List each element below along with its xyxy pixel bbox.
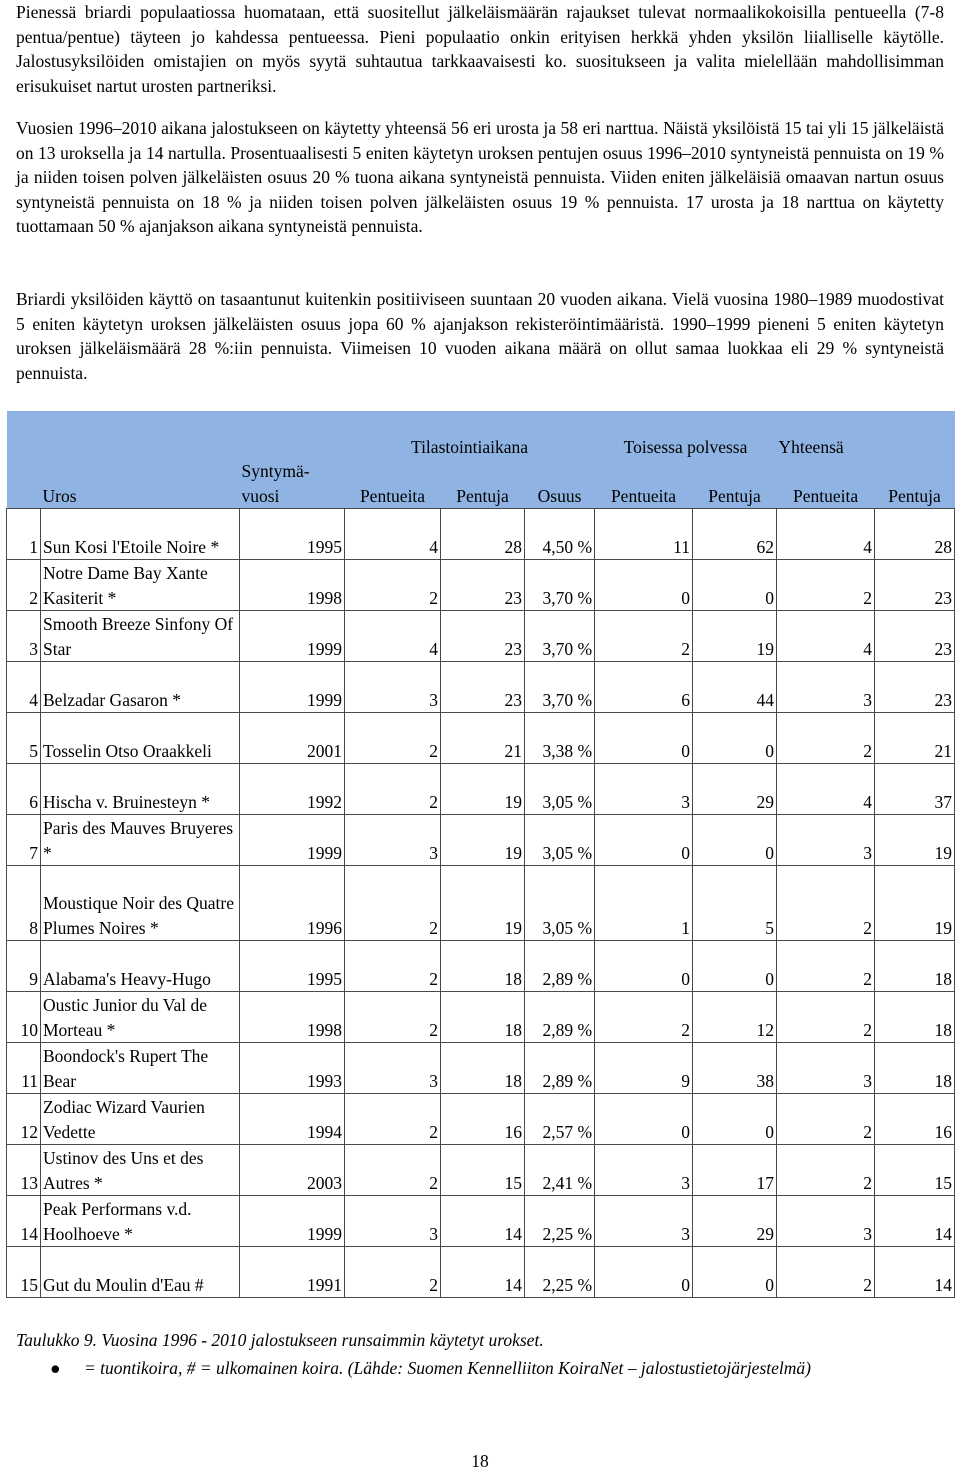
cell-litters-total: 2 [777,941,875,992]
cell-share: 3,05 % [525,764,595,815]
cell-litters: 2 [345,1247,441,1298]
cell-litters-total: 3 [777,662,875,713]
cell-litters: 2 [345,992,441,1043]
cell-puppies-total: 14 [875,1247,955,1298]
cell-puppies: 23 [441,662,525,713]
cell-year: 1998 [240,560,345,611]
cell-litters: 2 [345,1094,441,1145]
cell-name: Paris des Mauves Bruyeres * [41,815,240,866]
cell-share: 2,89 % [525,992,595,1043]
cell-litters-total: 4 [777,509,875,560]
paragraph-jalostuskaytto: Vuosien 1996–2010 aikana jalostukseen on käytetty yhteensä 56 eri urosta ja 58 eri narttua. Näistä yksilöistä 15 tai yli 15 jälkeläistä on 13 uroksella ja 14 nartulla. Prosentuaalisesti 5 eniten käytetyn uroksen pentujen osuus 1996–2010 syntyneistä pennuista on 19 % ja niiden toisen polven jälkeläisten osuus 20 % tuona aikana syntyneistä pennuista. Viiden eniten jälkeläisiä omaavan nartun osuus syntyneistä pennuista on 18 % ja niiden toisen polven jälkeläisten osuus 19 % pennuista. 17 urosta ja 18 narttua on käytetty tuottamaan 50 % ajanjakson aikana syntyneistä pennuista. [16,118,944,236]
table-row [7,1145,955,1196]
table-row [7,1094,955,1145]
cell-name: Peak Performans v.d. Hoolhoeve * [41,1196,240,1247]
cell-puppies: 19 [441,866,525,941]
cell-litters: 2 [345,560,441,611]
cell-puppies-2nd: 0 [693,713,777,764]
cell-name: Hischa v. Bruinesteyn * [41,764,240,815]
table-column-header-row [7,459,955,509]
cell-puppies-2nd: 12 [693,992,777,1043]
cell-puppies: 14 [441,1247,525,1298]
cell-puppies-total: 28 [875,509,955,560]
cell-puppies-total: 19 [875,866,955,941]
cell-litters-2nd: 0 [595,713,693,764]
cell-year: 1991 [240,1247,345,1298]
table-row [7,713,955,764]
col-header-pentueita-yht: Pentueita [792,485,859,506]
bullet-icon: ● [50,1358,61,1378]
table-group-header-row [7,411,955,459]
cell-year: 1995 [240,509,345,560]
cell-rank: 8 [7,866,41,941]
cell-litters-total: 2 [777,1247,875,1298]
table-row [7,866,955,941]
table-row [7,1043,955,1094]
cell-litters-2nd: 0 [595,1094,693,1145]
cell-puppies: 19 [441,815,525,866]
cell-year: 1995 [240,941,345,992]
cell-puppies-total: 23 [875,662,955,713]
cell-puppies: 15 [441,1145,525,1196]
cell-year: 1999 [240,662,345,713]
footnote [40,1356,844,1380]
cell-year: 1999 [240,815,345,866]
cell-rank: 4 [7,662,41,713]
cell-litters: 4 [345,509,441,560]
cell-puppies-total: 18 [875,1043,955,1094]
cell-litters-total: 2 [777,713,875,764]
cell-year: 2001 [240,713,345,764]
cell-puppies-2nd: 0 [693,1094,777,1145]
cell-share: 4,50 % [525,509,595,560]
cell-rank: 13 [7,1145,41,1196]
cell-name: Gut du Moulin d'Eau # [41,1247,240,1298]
cell-litters-2nd: 3 [595,764,693,815]
cell-rank: 14 [7,1196,41,1247]
cell-year: 1993 [240,1043,345,1094]
cell-puppies-total: 18 [875,941,955,992]
cell-puppies: 18 [441,941,525,992]
cell-litters-2nd: 1 [595,866,693,941]
footnote-text: = tuontikoira, # = ulkomainen koira. (Lähde: Suomen Kennelliiton KoiraNet – jalostustietojärjestelmä) [84,1358,811,1378]
cell-litters: 2 [345,866,441,941]
group-header-toisessa-polvessa: Toisessa polvessa [623,436,748,457]
group-header-tilastointiaikana: Tilastointiaikana [411,436,528,457]
table-row [7,1247,955,1298]
cell-share: 3,05 % [525,866,595,941]
cell-litters: 2 [345,941,441,992]
cell-litters-total: 3 [777,1196,875,1247]
cell-litters-total: 3 [777,815,875,866]
cell-share: 2,25 % [525,1247,595,1298]
cell-puppies: 18 [441,1043,525,1094]
cell-rank: 2 [7,560,41,611]
col-header-syntymavuosi: Syntymä-vuosi [241,461,310,506]
cell-rank: 12 [7,1094,41,1145]
col-header-uros: Uros [42,485,77,506]
cell-puppies: 23 [441,611,525,662]
cell-name: Tosselin Otso Oraakkeli [41,713,240,764]
cell-puppies-2nd: 62 [693,509,777,560]
cell-share: 2,89 % [525,941,595,992]
cell-puppies-total: 19 [875,815,955,866]
cell-litters-total: 2 [777,866,875,941]
cell-year: 1992 [240,764,345,815]
cell-litters-2nd: 0 [595,815,693,866]
cell-year: 1998 [240,992,345,1043]
cell-litters-2nd: 3 [595,1196,693,1247]
col-header-pentueita-toinen: Pentueita [610,485,677,506]
cell-share: 2,25 % [525,1196,595,1247]
cell-puppies-2nd: 38 [693,1043,777,1094]
cell-rank: 5 [7,713,41,764]
cell-share: 2,89 % [525,1043,595,1094]
cell-year: 2003 [240,1145,345,1196]
cell-puppies: 28 [441,509,525,560]
cell-litters: 2 [345,1145,441,1196]
table-row [7,941,955,992]
cell-litters-2nd: 11 [595,509,693,560]
cell-puppies: 23 [441,560,525,611]
cell-puppies-2nd: 0 [693,1247,777,1298]
cell-puppies-total: 23 [875,560,955,611]
cell-litters-total: 2 [777,1145,875,1196]
cell-rank: 9 [7,941,41,992]
cell-year: 1994 [240,1094,345,1145]
cell-rank: 10 [7,992,41,1043]
cell-rank: 3 [7,611,41,662]
cell-share: 3,70 % [525,662,595,713]
cell-litters-2nd: 0 [595,941,693,992]
cell-puppies-2nd: 0 [693,941,777,992]
table-row [7,992,955,1043]
cell-litters-total: 3 [777,1043,875,1094]
page-number: 18 [471,1451,489,1471]
cell-litters-2nd: 0 [595,560,693,611]
cell-rank: 7 [7,815,41,866]
table-row [7,815,955,866]
cell-puppies: 18 [441,992,525,1043]
cell-puppies-total: 37 [875,764,955,815]
cell-puppies-total: 15 [875,1145,955,1196]
cell-puppies: 19 [441,764,525,815]
cell-litters-total: 4 [777,611,875,662]
group-header-yhteensa: Yhteensä [778,436,844,457]
table-row [7,509,955,560]
cell-litters-2nd: 2 [595,611,693,662]
table-row [7,764,955,815]
table-row [7,662,955,713]
cell-name: Alabama's Heavy-Hugo [41,941,240,992]
cell-litters-total: 2 [777,560,875,611]
col-header-osuus: Osuus [537,485,582,506]
cell-litters-2nd: 2 [595,992,693,1043]
cell-litters: 3 [345,1196,441,1247]
cell-name: Boondock's Rupert The Bear [41,1043,240,1094]
sires-table [6,411,955,1298]
cell-litters: 2 [345,713,441,764]
cell-litters: 3 [345,1043,441,1094]
cell-share: 3,70 % [525,611,595,662]
col-header-pentuja-toinen: Pentuja [708,485,761,506]
cell-litters-total: 4 [777,764,875,815]
cell-year: 1996 [240,866,345,941]
cell-share: 3,70 % [525,560,595,611]
cell-year: 1999 [240,1196,345,1247]
cell-puppies-total: 23 [875,611,955,662]
col-header-pentuja: Pentuja [456,485,509,506]
cell-litters-total: 2 [777,992,875,1043]
cell-puppies-total: 16 [875,1094,955,1145]
cell-litters: 4 [345,611,441,662]
cell-litters-total: 2 [777,1094,875,1145]
cell-puppies-2nd: 17 [693,1145,777,1196]
cell-year: 1999 [240,611,345,662]
table-row [7,611,955,662]
table-body [7,509,955,1298]
cell-litters: 3 [345,662,441,713]
cell-litters-2nd: 0 [595,1247,693,1298]
cell-puppies-total: 14 [875,1196,955,1247]
col-header-rank [7,459,41,509]
table-row [7,1196,955,1247]
cell-share: 2,41 % [525,1145,595,1196]
cell-puppies-2nd: 0 [693,815,777,866]
cell-share: 2,57 % [525,1094,595,1145]
cell-puppies-2nd: 0 [693,560,777,611]
cell-litters: 2 [345,764,441,815]
cell-name: Oustic Junior du Val de Morteau * [41,992,240,1043]
cell-puppies-2nd: 19 [693,611,777,662]
cell-name: Moustique Noir des Quatre Plumes Noires * [41,866,240,941]
cell-litters-2nd: 6 [595,662,693,713]
cell-share: 3,38 % [525,713,595,764]
cell-puppies-2nd: 29 [693,764,777,815]
col-header-pentuja-yht: Pentuja [888,485,941,506]
cell-puppies: 21 [441,713,525,764]
cell-puppies-total: 18 [875,992,955,1043]
paragraph-kehitys: Briardi yksilöiden käyttö on tasaantunut kuitenkin positiiviseen suuntaan 20 vuoden aikana. Vielä vuosina 1980–1989 muodostivat 5 eniten käytetyn uroksen jälkeläisten osuus jopa 60 % ajanjakson rekisteröintimääristä. 1990–1999 pieneni 5 eniten käytetyn uroksen jälkeläismäärä 28 %:iin pennuista. Viimeisen 10 vuoden aikana määrä on ollut samaa luokkaa eli 29 % syntyneistä pennuista. [16,289,944,383]
cell-puppies-total: 21 [875,713,955,764]
cell-name: Notre Dame Bay Xante Kasiterit * [41,560,240,611]
cell-name: Belzadar Gasaron * [41,662,240,713]
cell-rank: 6 [7,764,41,815]
cell-share: 3,05 % [525,815,595,866]
cell-rank: 1 [7,509,41,560]
cell-puppies-2nd: 44 [693,662,777,713]
cell-litters-2nd: 9 [595,1043,693,1094]
col-header-pentueita: Pentueita [359,485,426,506]
cell-rank: 15 [7,1247,41,1298]
cell-name: Smooth Breeze Sinfony Of Star [41,611,240,662]
cell-name: Sun Kosi l'Etoile Noire * [41,509,240,560]
cell-name: Ustinov des Uns et des Autres * [41,1145,240,1196]
cell-rank: 11 [7,1043,41,1094]
paragraph-populaatio: Pienessä briardi populaatiossa huomataan, että suositellut jälkeläismäärän rajaukset tulevat normaalikokoisilla pentueella (7-8 pentua/pentue) täyteen jo kahdessa pentueessa. Pieni populaatio onkin erityisen herkkä yhden yksilön liialliselle käytölle. Jalostusyksilöiden omistajien on myös syytä suhtautua tarkkaavaisesti ko. suositukseen ja valita mielellään mahdollisimman erisukuiset nartut urosten partneriksi. [16,2,944,96]
cell-puppies: 16 [441,1094,525,1145]
table-caption: Taulukko 9. Vuosina 1996 - 2010 jalostukseen runsaimmin käytetyt urokset. [16,1330,544,1350]
cell-puppies: 14 [441,1196,525,1247]
cell-name: Zodiac Wizard Vaurien Vedette [41,1094,240,1145]
cell-puppies-2nd: 29 [693,1196,777,1247]
cell-puppies-2nd: 5 [693,866,777,941]
cell-litters-2nd: 3 [595,1145,693,1196]
table-row [7,560,955,611]
cell-litters: 3 [345,815,441,866]
